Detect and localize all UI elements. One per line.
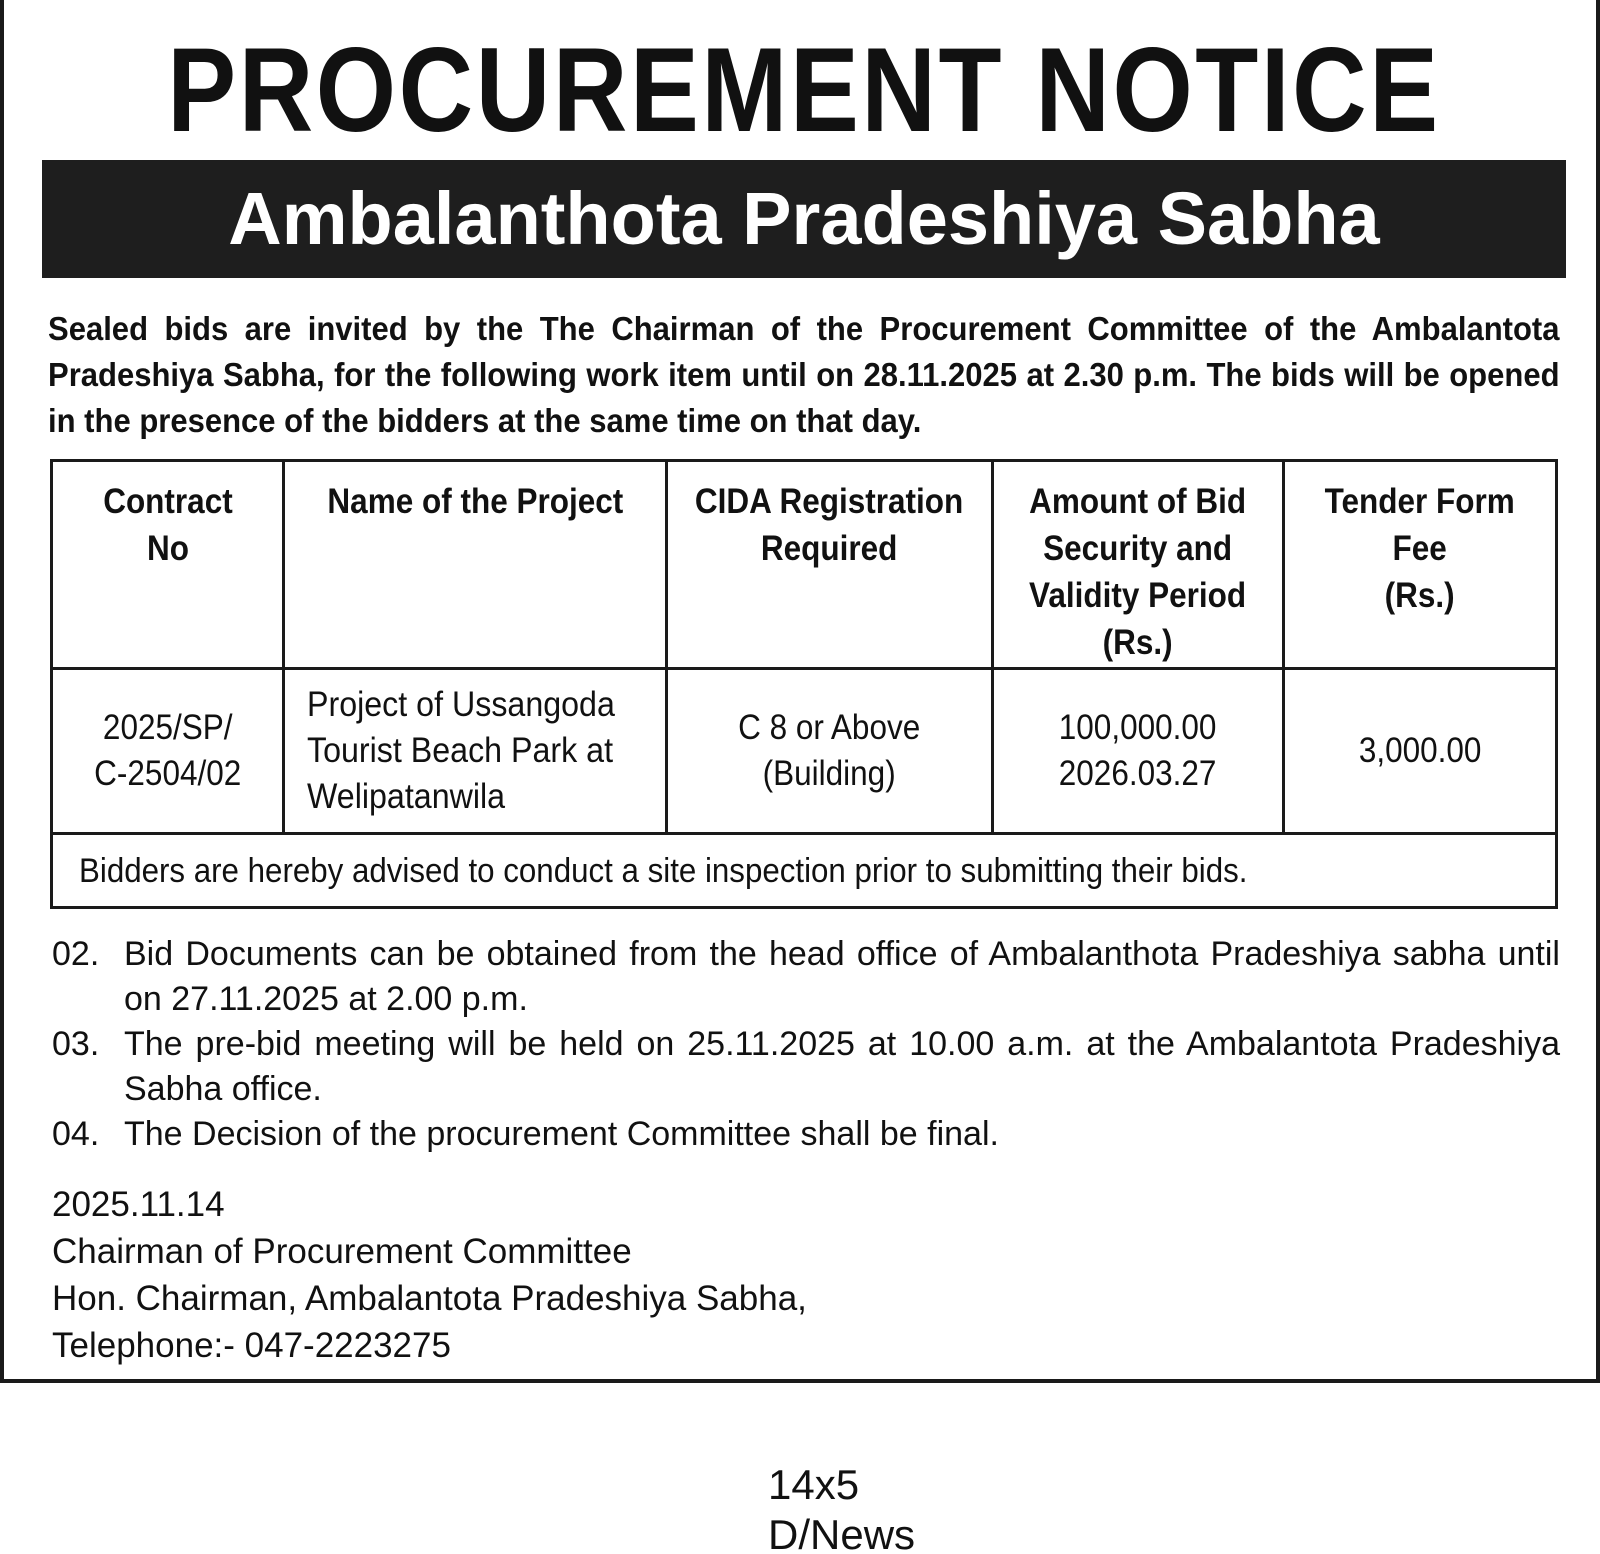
publication-name: D/News [768,1511,916,1554]
header-project-name: Name of the Project [284,461,667,669]
header-bid-security: Amount of Bid Security and Validity Period (Rs.) [992,461,1283,669]
intro-paragraph: Sealed bids are invited by the The Chairman of the Procurement Committee of the Ambalantota Pradeshiya Sabha, for the following work item until on 28.11.2025 at 2.30 p.m. The bids will be opened in the presence of the bidders at the same time on that day. [48,310,1560,439]
header-cida: CIDA Registration Required [667,461,993,669]
site-inspection-note: Bidders are hereby advised to conduct a site inspection prior to submitting their bids. [52,834,1557,908]
signature-telephone: Telephone:- 047-2223275 [52,1326,451,1365]
cell-bid-security: 100,000.00 2026.03.27 [992,669,1283,834]
cell-project-name: Project of Ussangoda Tourist Beach Park at Welipatanwila [284,669,667,834]
ad-size: 14x5 [768,1461,860,1508]
notice-title: PROCUREMENT NOTICE [167,23,1441,157]
header-contract-no: Contract No [52,461,284,669]
signature-date: 2025.11.14 [52,1185,225,1224]
organization-banner: Ambalanthota Pradeshiya Sabha [42,160,1566,278]
header-tender-fee: Tender Form Fee (Rs.) [1284,461,1557,669]
signature-authority: Hon. Chairman, Ambalantota Pradeshiya Sabha, [52,1279,807,1318]
list-item: 03. The pre-bid meeting will be held on 25.11.2025 at 10.00 a.m. at the Ambalantota Pradeshiya Sabha office. [52,1025,1560,1108]
ad-footer [768,1460,915,1554]
bids-table [50,459,1558,909]
table-row [52,669,1557,834]
table-note-row [52,834,1557,908]
signature-title: Chairman of Procurement Committee [52,1232,632,1271]
list-item: 04. The Decision of the procurement Committee shall be final. [52,1115,999,1153]
list-item: 02. Bid Documents can be obtained from the head office of Ambalanthota Pradeshiya sabha until on 27.11.2025 at 2.00 p.m. [52,935,1560,1018]
cell-cida: C 8 or Above (Building) [667,669,993,834]
cell-contract-no: 2025/SP/ C-2504/02 [52,669,284,834]
table-header-row [52,461,1557,669]
signature-block [52,1181,807,1369]
notice-points [52,932,1560,1157]
cell-tender-fee: 3,000.00 [1284,669,1557,834]
